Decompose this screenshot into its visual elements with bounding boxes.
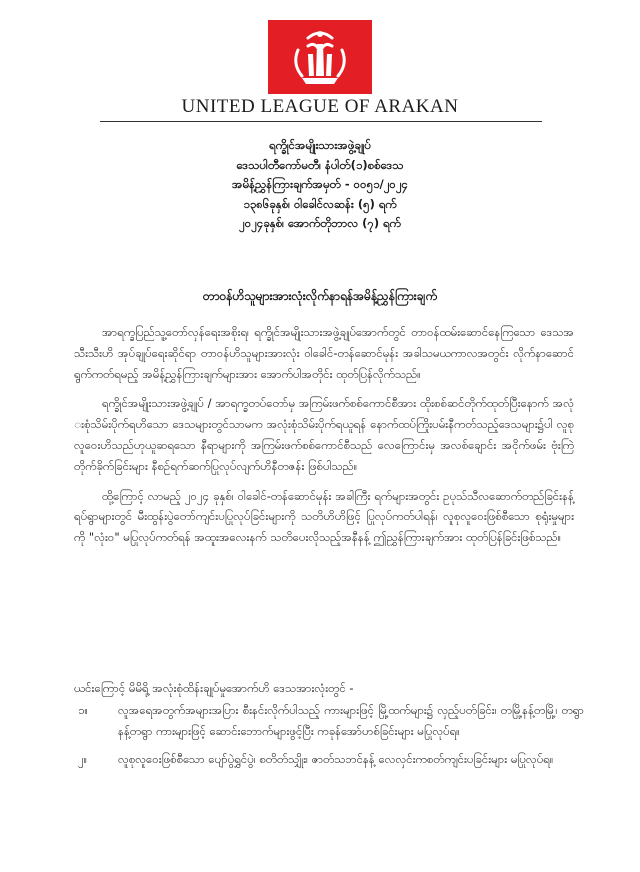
announcement-header — [0, 136, 640, 234]
paragraph-2: ရက္ခိုင်အမျိုးသားအဖွဲ့ချုပ် / အာရက္ခတပ်တော်မှ အကြမ်းဖက်စစ်ကောင်စီအား ထိုးစစ်ဆင်တိုက်ထုတ်ပြီးနောက် အလုံးစုံသိမ်းပိုက်ရဟိသော ဒေသများတွင်သာမက အလုံးစုံသိမ်းပိုက်ရယူရန် နောက်ထပ်ကြိုးပမ်းနီကတ်သည့်ဒေသများ၌ပါ လူစုလူဝေးဟိသည်ဟုယူဆရသော နီရာများကို အကြမ်းဖက်စစ်ကောင်စီသည် လေကြောင်းမှ အလစ်ချောင်း အငိုက်ဖမ်း ဗုံးကြဲတိုက်ခိုက်ခြင်းများ နီစဉ်ရက်ဆက်ပြုလုပ်လျက်ဟိနီတဇန်း ဖြစ်ပါသည်။ — [74, 396, 574, 473]
list-item — [74, 700, 584, 742]
list-item-text: လူစုလူဝေးဖြစ်စီသော ပျော်ပွဲရွှင်ပွဲ၊ စတိတ်သျှိုး၊ ဇာတ်သဘင်နန့် လေလှင်းကစတ်ကျင်းပခြင်းများ မပြုလုပ်ရ။ — [118, 752, 554, 766]
directive-list — [74, 700, 584, 777]
organization-name: UNITED LEAGUE OF ARAKAN — [181, 96, 459, 117]
committee-line: ဒေသပါတီကော်မတီ၊ နံပါတ်(၁)စစ်ဒေသ — [236, 157, 404, 172]
issuer-line: ရက္ခိုင်အမျိုးသားအဖွဲ့ချုပ် — [269, 138, 371, 152]
body-paragraphs — [74, 322, 574, 557]
list-item-text: လူအရေအတွက်အများအပြား စီးနင်းလိုက်ပါသည့် ကားများဖြင့် မြို့ထက်များ၌ လှည့်ပတ်ခြင်း၊ တမြို့နန့်တမြို့၊ တရွာနန့်တရွာ ကားများဖြင့် ဆောင်းဘောက်များဖွင့်ပြီး ကခုန်အော်ဟစ်ခြင်းများ မပြုလုပ်ရ။ — [118, 703, 584, 738]
header-divider — [100, 121, 542, 122]
directive-intro: ယင်းကြောင့် မိမိရို့ အလုံးစုံထိန်းချုပ်မှုအောက်ဟိ ဒေသအားလုံးတွင် - — [74, 681, 354, 695]
list-item-number: ၂။ — [78, 752, 88, 766]
paragraph-1: အာရက္ခပြည်သူ့တော်လှန်ရေးအစိုးရ၊ ရက္ခိုင်အမျိုးသားအဖွဲ့ချုပ်အောက်တွင် တာဝန်ထမ်းဆောင်နေကြသော ဒေသအသီးသီးဟိ အုပ်ချုပ်ရေးဆိုင်ရာ တာဝန်ဟိသူများအားလုံး ဝါခေါင်-တန်ဆောင်မုန်း အခါသမယကာလအတွင်း လိုက်နာဆောင်ရွက်ကတ်ရမည့် အမိန့်ညွှန်ကြားချက်များအား အောက်ပါအတိုင်း ထုတ်ပြန်လိုက်သည်။ — [74, 325, 574, 381]
ula-emblem-icon — [268, 20, 372, 94]
list-item — [74, 749, 584, 770]
list-item-number: ၁။ — [78, 703, 88, 717]
order-number-line: အမိန့်ညွှန်ကြားချက်အမှတ် - ၀၀၅၁/၂၀၂၄ — [232, 177, 408, 191]
arakanese-date-line: ၁၃၈၆ခုနှစ်၊ ဝါခေါင်လဆန်း (၅) ရက် — [243, 196, 397, 211]
paragraph-3: ထို့ကြောင့် လာမည့် ၂၀၂၄ ခုနှစ်၊ ဝါခေါင်-တန်ဆောင်မုန်း အခါကြီး ရက်များအတွင်း ဥပုသ်သီလဆောက်တည်ခြင်းနန့် ရပ်ရွာများတွင် မီးထွန်းပွဲတော်ကျင်းပပြုလုပ်ခြင်းများကို သတိဟိဟိဖြင့် ပြုလုပ်ကတ်ပါရန်၊ လူစုလူဝေးဖြစ်စီသော စုရုံးမှုများကို "လုံးဝ" မပြုလုပ်ကတ်ရန် အထူးအလေးနက် သတိပေးလိုသည့်အနီနန့် ဤညွှန်ကြားချက်အား ထုတ်ပြန်ခြင်းဖြစ်သည်။ — [74, 488, 574, 545]
ula-emblem-graphic — [268, 20, 372, 94]
subject-heading: တာဝန်ဟိသူများအားလုံးလိုက်နာရန်အမိန့်ညွှန်ကြားချက် — [202, 289, 438, 303]
gregorian-date-line: ၂၀၂၄ခုနှစ်၊ အောက်တိုဘာလ (၇) ရက် — [239, 216, 401, 230]
